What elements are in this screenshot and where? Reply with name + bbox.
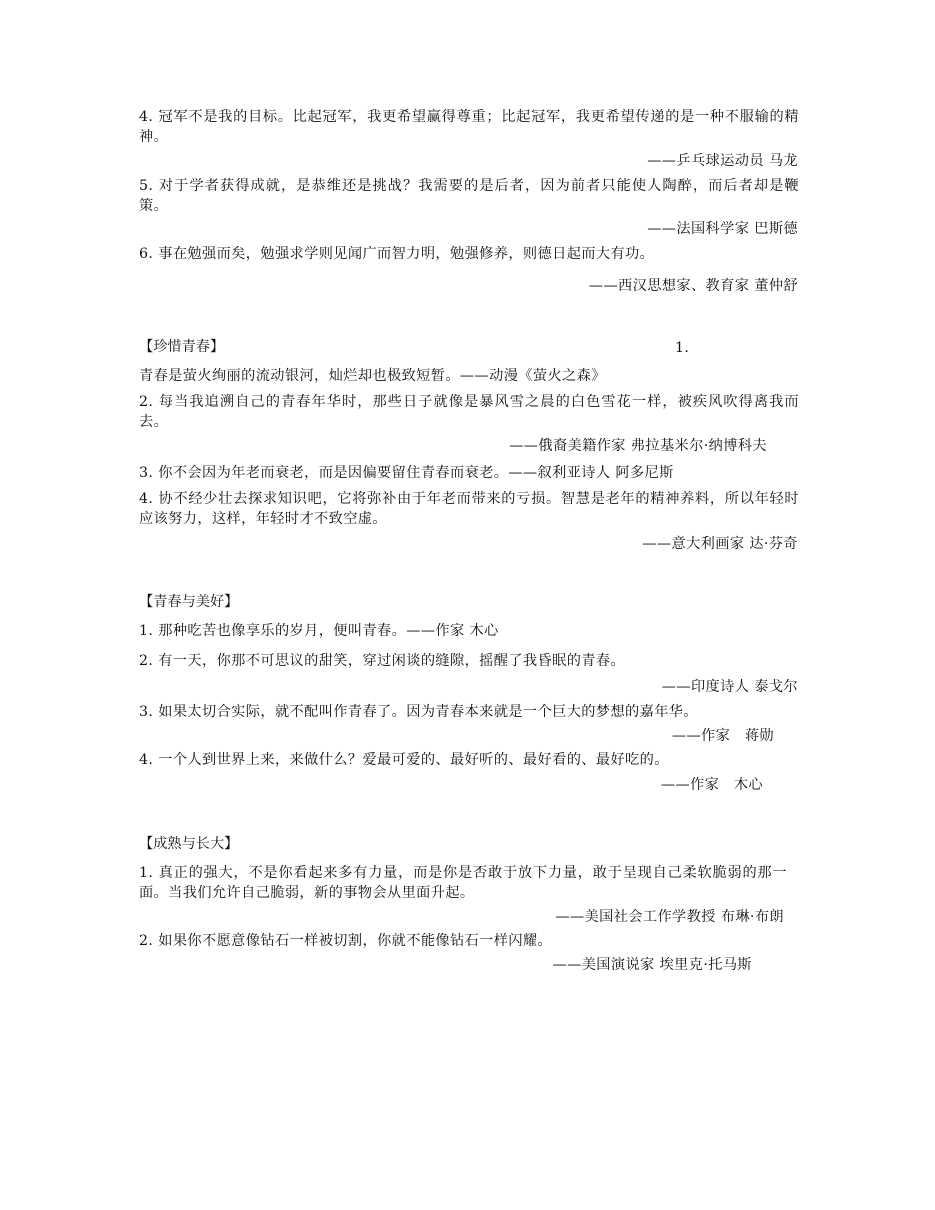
cherish-quote-1: 青春是萤火绚丽的流动银河，灿烂却也极致短暂。——动漫《萤火之森》 bbox=[139, 368, 606, 384]
beauty-quote-4: 4. 一个人到世界上来，来做什么？爱最可爱的、最好听的、最好看的、最好吃的。 bbox=[139, 752, 669, 768]
cherish-quote-4: 4. 协不经少壮去探求知识吧，它将弥补由于年老而带来的亏损。智慧是老年的精神养料，所以年轻时应该努力，这样，年轻时才不致空虚。 bbox=[139, 491, 799, 527]
growth-quote-2-source: ——美国演说家 埃里克·托马斯 bbox=[552, 957, 752, 973]
quote-5-source: ——法国科学家 巴斯德 bbox=[647, 221, 798, 237]
quote-6-source: ——西汉思想家、教育家 董仲舒 bbox=[588, 278, 798, 294]
beauty-quote-1: 1. 那种吃苦也像享乐的岁月，便叫青春。——作家 木心 bbox=[139, 623, 499, 639]
growth-quote-2: 2. 如果你不愿意像钻石一样被切割，你就不能像钻石一样闪耀。 bbox=[139, 933, 553, 949]
beauty-quote-4-source: ——作家 木心 bbox=[660, 777, 763, 793]
growth-quote-1: 1. 真正的强大，不是你看起来多有力量，而是你是否敢于放下力量，敢于呈现自己柔软脆弱的那一面。当我们允许自己脆弱，新的事物会从里面升起。 bbox=[139, 865, 787, 901]
section-heading-growth: 【成熟与长大】 bbox=[139, 836, 239, 852]
quote-4-text: 4. 冠军不是我的目标。比起冠军，我更希望赢得尊重；比起冠军，我更希望传递的是一种不服输的精神。 bbox=[139, 109, 799, 145]
beauty-quote-2-source: ——印度诗人 泰戈尔 bbox=[661, 679, 798, 695]
section-heading-cherish: 【珍惜青春】 bbox=[139, 339, 225, 355]
cherish-quote-2: 2. 每当我追溯自己的青春年华时，那些日子就像是暴风雪之晨的白色雪花一样，被疾风吹得离我而去。 bbox=[139, 394, 799, 430]
beauty-quote-2: 2. 有一天，你那不可思议的甜笑，穿过闲谈的缝隙，摇醒了我昏眠的青春。 bbox=[139, 653, 626, 669]
cherish-quote-2-source: ——俄裔美籍作家 弗拉基米尔·纳博科夫 bbox=[509, 438, 767, 454]
beauty-quote-3: 3. 如果太切合实际，就不配叫作青春了。因为青春本来就是一个巨大的梦想的嘉年华。 bbox=[139, 704, 698, 720]
quote-6-text: 6. 事在勉强而矣，勉强求学则见闻广而智力明，勉强修养，则德日起而大有功。 bbox=[139, 246, 655, 262]
growth-quote-1-source: ——美国社会工作学教授 布琳·布朗 bbox=[555, 909, 784, 925]
cherish-quote-4-source: ——意大利画家 达·芬奇 bbox=[642, 536, 798, 552]
quote-5-text: 5. 对于学者获得成就，是恭维还是挑战？我需要的是后者，因为前者只能使人陶醉，而后者却是鞭策。 bbox=[139, 178, 799, 214]
cherish-quote-3: 3. 你不会因为年老而衰老，而是因偏要留住青春而衰老。——叙利亚诗人 阿多尼斯 bbox=[139, 465, 674, 481]
quote-4-source: ——乒乓球运动员 马龙 bbox=[647, 153, 798, 169]
section-cherish-number: 1. bbox=[675, 340, 690, 356]
section-heading-beauty: 【青春与美好】 bbox=[139, 594, 239, 610]
beauty-quote-3-source: ——作家 蒋勋 bbox=[671, 728, 774, 744]
